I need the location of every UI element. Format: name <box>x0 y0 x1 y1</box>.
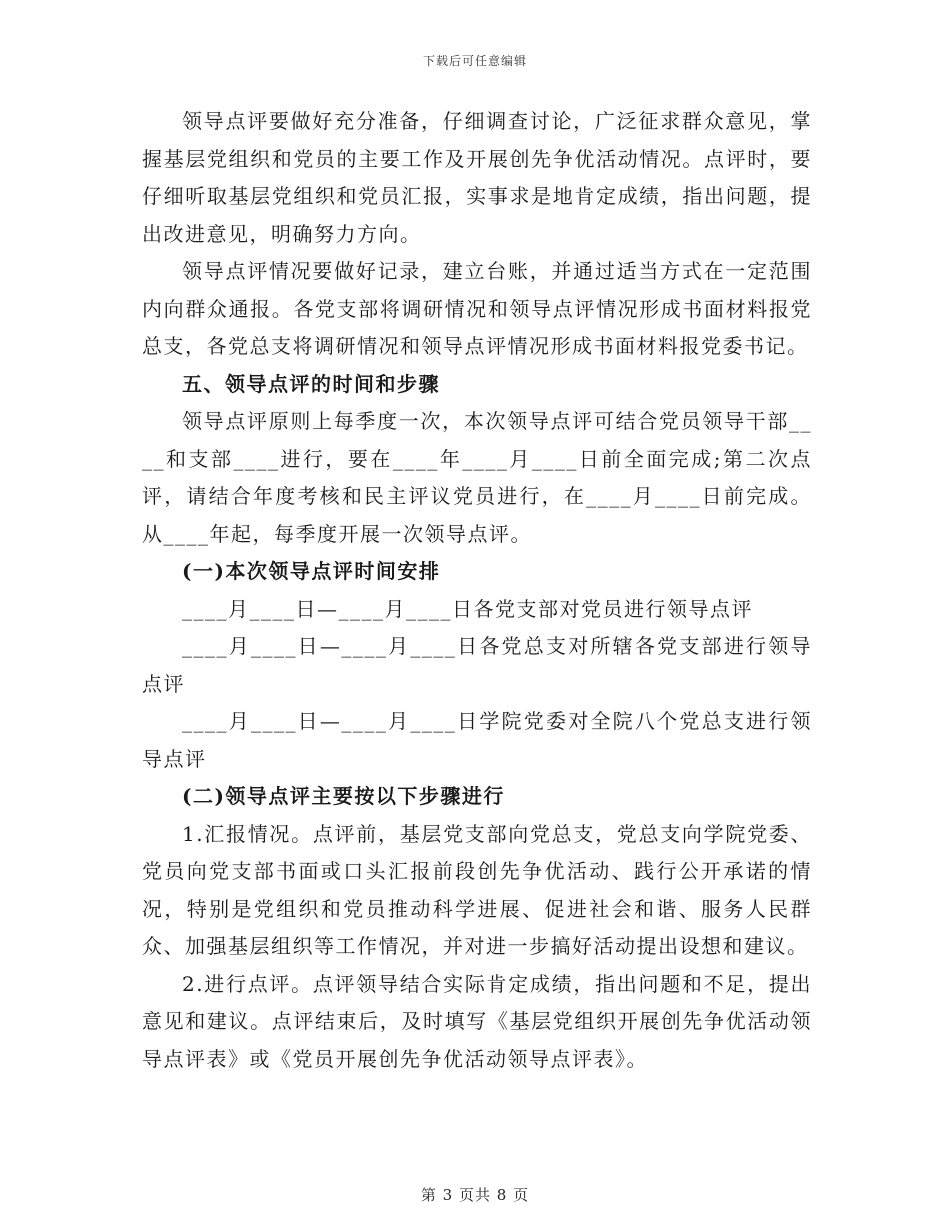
section-heading-time-steps: 五、领导点评的时间和步骤 <box>182 371 440 396</box>
paragraph-preparation: 领导点评要做好充分准备，仔细调查讨论，广泛征求群众意见，掌握基层党组织和党员的主要工作及开展创先争优活动情况。点评时，要仔细听取基层党组织和党员汇报，实事求是地肯定成绩，指出问题，提出改进意见，明确努力方向。 <box>142 109 812 246</box>
schedule-item-general-branches: ____月____日—____月____日各党总支对所辖各党支部进行领导点评 <box>142 634 812 696</box>
subheading-steps: (二)领导点评主要按以下步骤进行 <box>182 784 505 808</box>
step-review: 2.进行点评。点评领导结合实际肯定成绩，指出问题和不足，提出意见和建议。点评结束后，及时填写《基层党组织开展创先争优活动领导点评表》或《党员开展创先争优活动领导点评表》。 <box>142 971 812 1071</box>
subheading-schedule: (一)本次领导点评时间安排 <box>182 559 441 583</box>
step-report: 1.汇报情况。点评前，基层党支部向党总支，党总支向学院党委、党员向党支部书面或口头汇报前段创先争优活动、践行公开承诺的情况，特别是党组织和党员推动科学进展、促进社会和谐、服务人民群众、加强基层组织等工作情况，并对进一步搞好活动提出设想和建议。 <box>142 821 812 958</box>
paragraph-records: 领导点评情况要做好记录，建立台账，并通过适当方式在一定范围内向群众通报。各党支部将调研情况和领导点评情况形成书面材料报党总支，各党总支将调研情况和领导点评情况形成书面材料报党委书记。 <box>142 259 812 358</box>
page-number-footer: 第 3 页共 8 页 <box>420 1186 530 1204</box>
paragraph-frequency: 领导点评原则上每季度一次，本次领导点评可结合党员领导干部____和支部____进行，要在____年____月____日前全面完成;第二次点评，请结合年度考核和民主评议党员进行，在____月____日前完成。从____年起，每季度开展一次领导点评。 <box>142 409 812 546</box>
document-body <box>142 103 812 1078</box>
page-header: 下载后可任意编辑 <box>422 54 527 68</box>
schedule-item-party-committee: ____月____日—____月____日学院党委对全院八个党总支进行领导点评 <box>142 709 812 771</box>
schedule-item-branches: ____月____日—____月____日各党支部对党员进行领导点评 <box>182 596 753 621</box>
